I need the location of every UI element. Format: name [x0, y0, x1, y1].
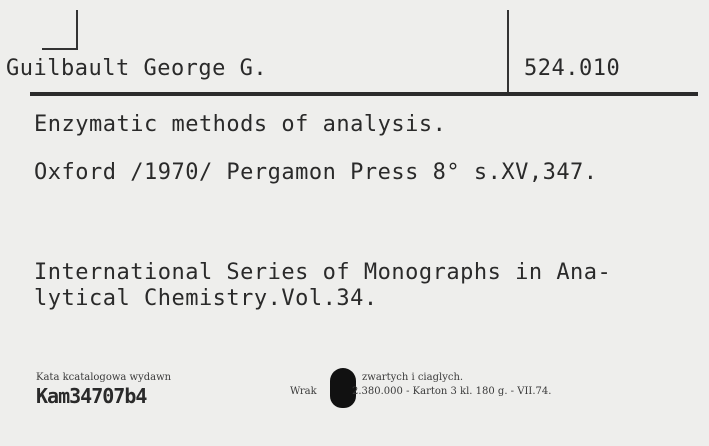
footer-paper-note: zwartych i ciaglych. — [362, 372, 464, 383]
call-number: 524.010 — [524, 56, 621, 81]
author-heading: Guilbault George G. — [6, 56, 268, 81]
vertical-divider — [507, 10, 509, 92]
imprint-line: Oxford /1970/ Pergamon Press 8° s.XV,347. — [34, 160, 598, 185]
footer-printer-note: Kata kcatalogowa wydawn — [36, 372, 172, 383]
footer-print-run: 2.380.000 - Karton 3 kl. 180 g. - VII.74. — [352, 386, 552, 397]
book-title: Enzymatic methods of analysis. — [34, 112, 447, 137]
footer-stamp: Kam34707b4 — [36, 384, 147, 408]
footer-wrak: Wrak — [290, 386, 317, 397]
horizontal-rule — [30, 92, 698, 96]
corner-mark — [42, 10, 78, 50]
series-line-2: lytical Chemistry.Vol.34. — [34, 286, 378, 311]
series-line-1: International Series of Monographs in Ana- — [34, 260, 612, 285]
